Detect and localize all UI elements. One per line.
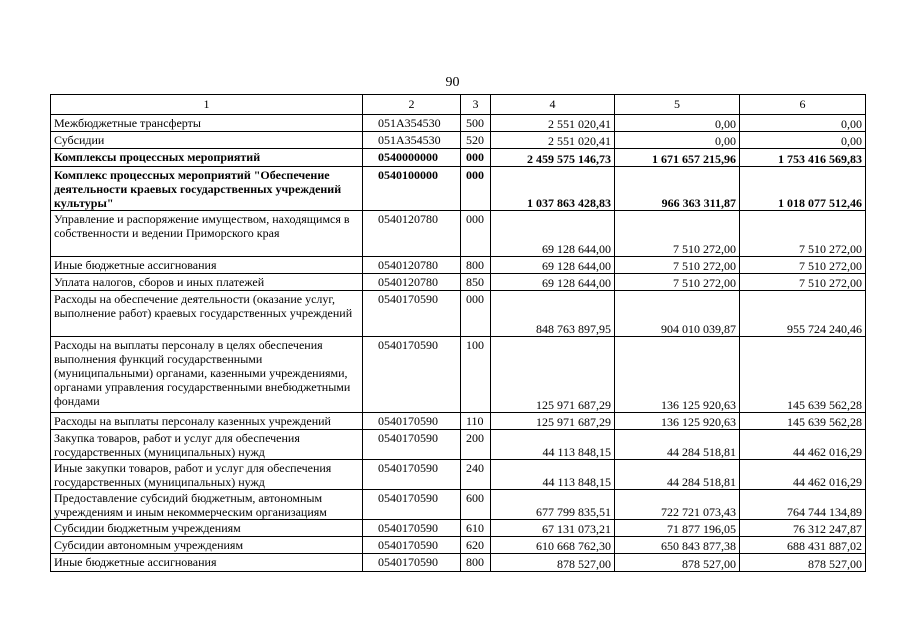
row-value-col6: 7 510 272,00 [740, 274, 866, 291]
row-code: 0540100000 [363, 167, 461, 211]
row-value-col6: 688 431 887,02 [740, 537, 866, 554]
row-value-col5: 136 125 920,63 [615, 337, 740, 413]
column-header: 3 [461, 95, 491, 115]
row-value-col6: 7 510 272,00 [740, 211, 866, 257]
row-expense-type: 500 [461, 115, 491, 132]
row-expense-type: 200 [461, 430, 491, 460]
row-value-col4: 2 551 020,41 [491, 115, 615, 132]
row-value-col5: 1 671 657 215,96 [615, 149, 740, 167]
row-expense-type: 110 [461, 413, 491, 430]
row-expense-type: 850 [461, 274, 491, 291]
row-name: Предоставление субсидий бюджетным, автономным учреждениям и иным некоммерческим организациям [51, 490, 363, 520]
row-name: Субсидии [51, 132, 363, 149]
row-name: Иные бюджетные ассигнования [51, 554, 363, 572]
row-code: 0540170590 [363, 430, 461, 460]
budget-table [50, 94, 866, 572]
row-value-col4: 69 128 644,00 [491, 257, 615, 274]
row-name: Комплекс процессных мероприятий "Обеспечение деятельности краевых государственных учреждений культуры" [51, 167, 363, 211]
row-value-col4: 69 128 644,00 [491, 211, 615, 257]
row-name: Субсидии бюджетным учреждениям [51, 520, 363, 537]
row-expense-type: 620 [461, 537, 491, 554]
row-value-col5: 878 527,00 [615, 554, 740, 572]
row-value-col6: 76 312 247,87 [740, 520, 866, 537]
row-value-col6: 0,00 [740, 132, 866, 149]
row-name: Иные закупки товаров, работ и услуг для обеспечения государственных (муниципальных) нужд [51, 460, 363, 490]
row-expense-type: 000 [461, 167, 491, 211]
column-header: 6 [740, 95, 866, 115]
row-name: Расходы на выплаты персоналу в целях обеспечения выполнения функций государственными (муниципальными) органами, казенными учреждениями, органами управления государственными внебюджетными фондами [51, 337, 363, 413]
table-row [51, 211, 866, 257]
row-expense-type: 610 [461, 520, 491, 537]
row-expense-type: 800 [461, 257, 491, 274]
table-row [51, 149, 866, 167]
row-value-col5: 7 510 272,00 [615, 257, 740, 274]
row-value-col4: 677 799 835,51 [491, 490, 615, 520]
row-expense-type: 100 [461, 337, 491, 413]
table-row [51, 460, 866, 490]
row-value-col4: 878 527,00 [491, 554, 615, 572]
row-value-col5: 966 363 311,87 [615, 167, 740, 211]
row-value-col6: 145 639 562,28 [740, 337, 866, 413]
row-value-col6: 955 724 240,46 [740, 291, 866, 337]
row-code: 0540170590 [363, 337, 461, 413]
row-name: Уплата налогов, сборов и иных платежей [51, 274, 363, 291]
table-row [51, 413, 866, 430]
row-expense-type: 800 [461, 554, 491, 572]
row-value-col4: 125 971 687,29 [491, 413, 615, 430]
row-code: 0540170590 [363, 520, 461, 537]
row-name: Расходы на выплаты персоналу казенных учреждений [51, 413, 363, 430]
column-header: 1 [51, 95, 363, 115]
row-value-col4: 44 113 848,15 [491, 460, 615, 490]
row-value-col4: 44 113 848,15 [491, 430, 615, 460]
row-expense-type: 240 [461, 460, 491, 490]
row-value-col5: 904 010 039,87 [615, 291, 740, 337]
table-row [51, 430, 866, 460]
row-value-col5: 650 843 877,38 [615, 537, 740, 554]
row-code: 0540000000 [363, 149, 461, 167]
row-code: 0540170590 [363, 460, 461, 490]
row-code: 0540170590 [363, 490, 461, 520]
row-code: 0540120780 [363, 274, 461, 291]
row-code: 0540170590 [363, 291, 461, 337]
row-value-col4: 610 668 762,30 [491, 537, 615, 554]
row-name: Межбюджетные трансферты [51, 115, 363, 132]
row-code: 0540120780 [363, 257, 461, 274]
row-code: 0540170590 [363, 537, 461, 554]
row-value-col6: 1 018 077 512,46 [740, 167, 866, 211]
table-row [51, 274, 866, 291]
row-value-col6: 145 639 562,28 [740, 413, 866, 430]
row-value-col6: 1 753 416 569,83 [740, 149, 866, 167]
row-value-col5: 7 510 272,00 [615, 211, 740, 257]
row-expense-type: 000 [461, 291, 491, 337]
row-value-col5: 7 510 272,00 [615, 274, 740, 291]
table-row [51, 490, 866, 520]
row-code: 0540120780 [363, 211, 461, 257]
row-value-col6: 764 744 134,89 [740, 490, 866, 520]
table-row [51, 167, 866, 211]
row-value-col5: 136 125 920,63 [615, 413, 740, 430]
row-name: Расходы на обеспечение деятельности (оказание услуг, выполнение работ) краевых государственных учреждений [51, 291, 363, 337]
row-value-col5: 44 284 518,81 [615, 430, 740, 460]
row-value-col5: 722 721 073,43 [615, 490, 740, 520]
row-code: 051A354530 [363, 115, 461, 132]
table-row [51, 257, 866, 274]
row-expense-type: 520 [461, 132, 491, 149]
row-value-col4: 2 459 575 146,73 [491, 149, 615, 167]
row-value-col6: 878 527,00 [740, 554, 866, 572]
row-expense-type: 600 [461, 490, 491, 520]
row-value-col4: 125 971 687,29 [491, 337, 615, 413]
column-header: 5 [615, 95, 740, 115]
table-row [51, 554, 866, 572]
row-value-col5: 44 284 518,81 [615, 460, 740, 490]
row-name: Комплексы процессных мероприятий [51, 149, 363, 167]
row-expense-type: 000 [461, 211, 491, 257]
row-value-col6: 44 462 016,29 [740, 430, 866, 460]
row-name: Закупка товаров, работ и услуг для обеспечения государственных (муниципальных) нужд [51, 430, 363, 460]
row-name: Управление и распоряжение имуществом, находящимся в собственности и ведении Приморского края [51, 211, 363, 257]
row-value-col6: 44 462 016,29 [740, 460, 866, 490]
page-number: 90 [445, 75, 460, 90]
table-row [51, 115, 866, 132]
column-header: 4 [491, 95, 615, 115]
column-header: 2 [363, 95, 461, 115]
table-row [51, 132, 866, 149]
row-value-col4: 67 131 073,21 [491, 520, 615, 537]
table-row [51, 291, 866, 337]
row-code: 051A354530 [363, 132, 461, 149]
row-value-col5: 0,00 [615, 132, 740, 149]
row-value-col4: 2 551 020,41 [491, 132, 615, 149]
row-code: 0540170590 [363, 554, 461, 572]
table-row [51, 537, 866, 554]
row-value-col5: 71 877 196,05 [615, 520, 740, 537]
row-value-col5: 0,00 [615, 115, 740, 132]
row-value-col6: 7 510 272,00 [740, 257, 866, 274]
row-value-col6: 0,00 [740, 115, 866, 132]
row-value-col4: 848 763 897,95 [491, 291, 615, 337]
row-expense-type: 000 [461, 149, 491, 167]
row-value-col4: 69 128 644,00 [491, 274, 615, 291]
table-row [51, 337, 866, 413]
row-value-col4: 1 037 863 428,83 [491, 167, 615, 211]
row-name: Иные бюджетные ассигнования [51, 257, 363, 274]
row-name: Субсидии автономным учреждениям [51, 537, 363, 554]
table-header-row [51, 95, 866, 115]
table-row [51, 520, 866, 537]
row-code: 0540170590 [363, 413, 461, 430]
